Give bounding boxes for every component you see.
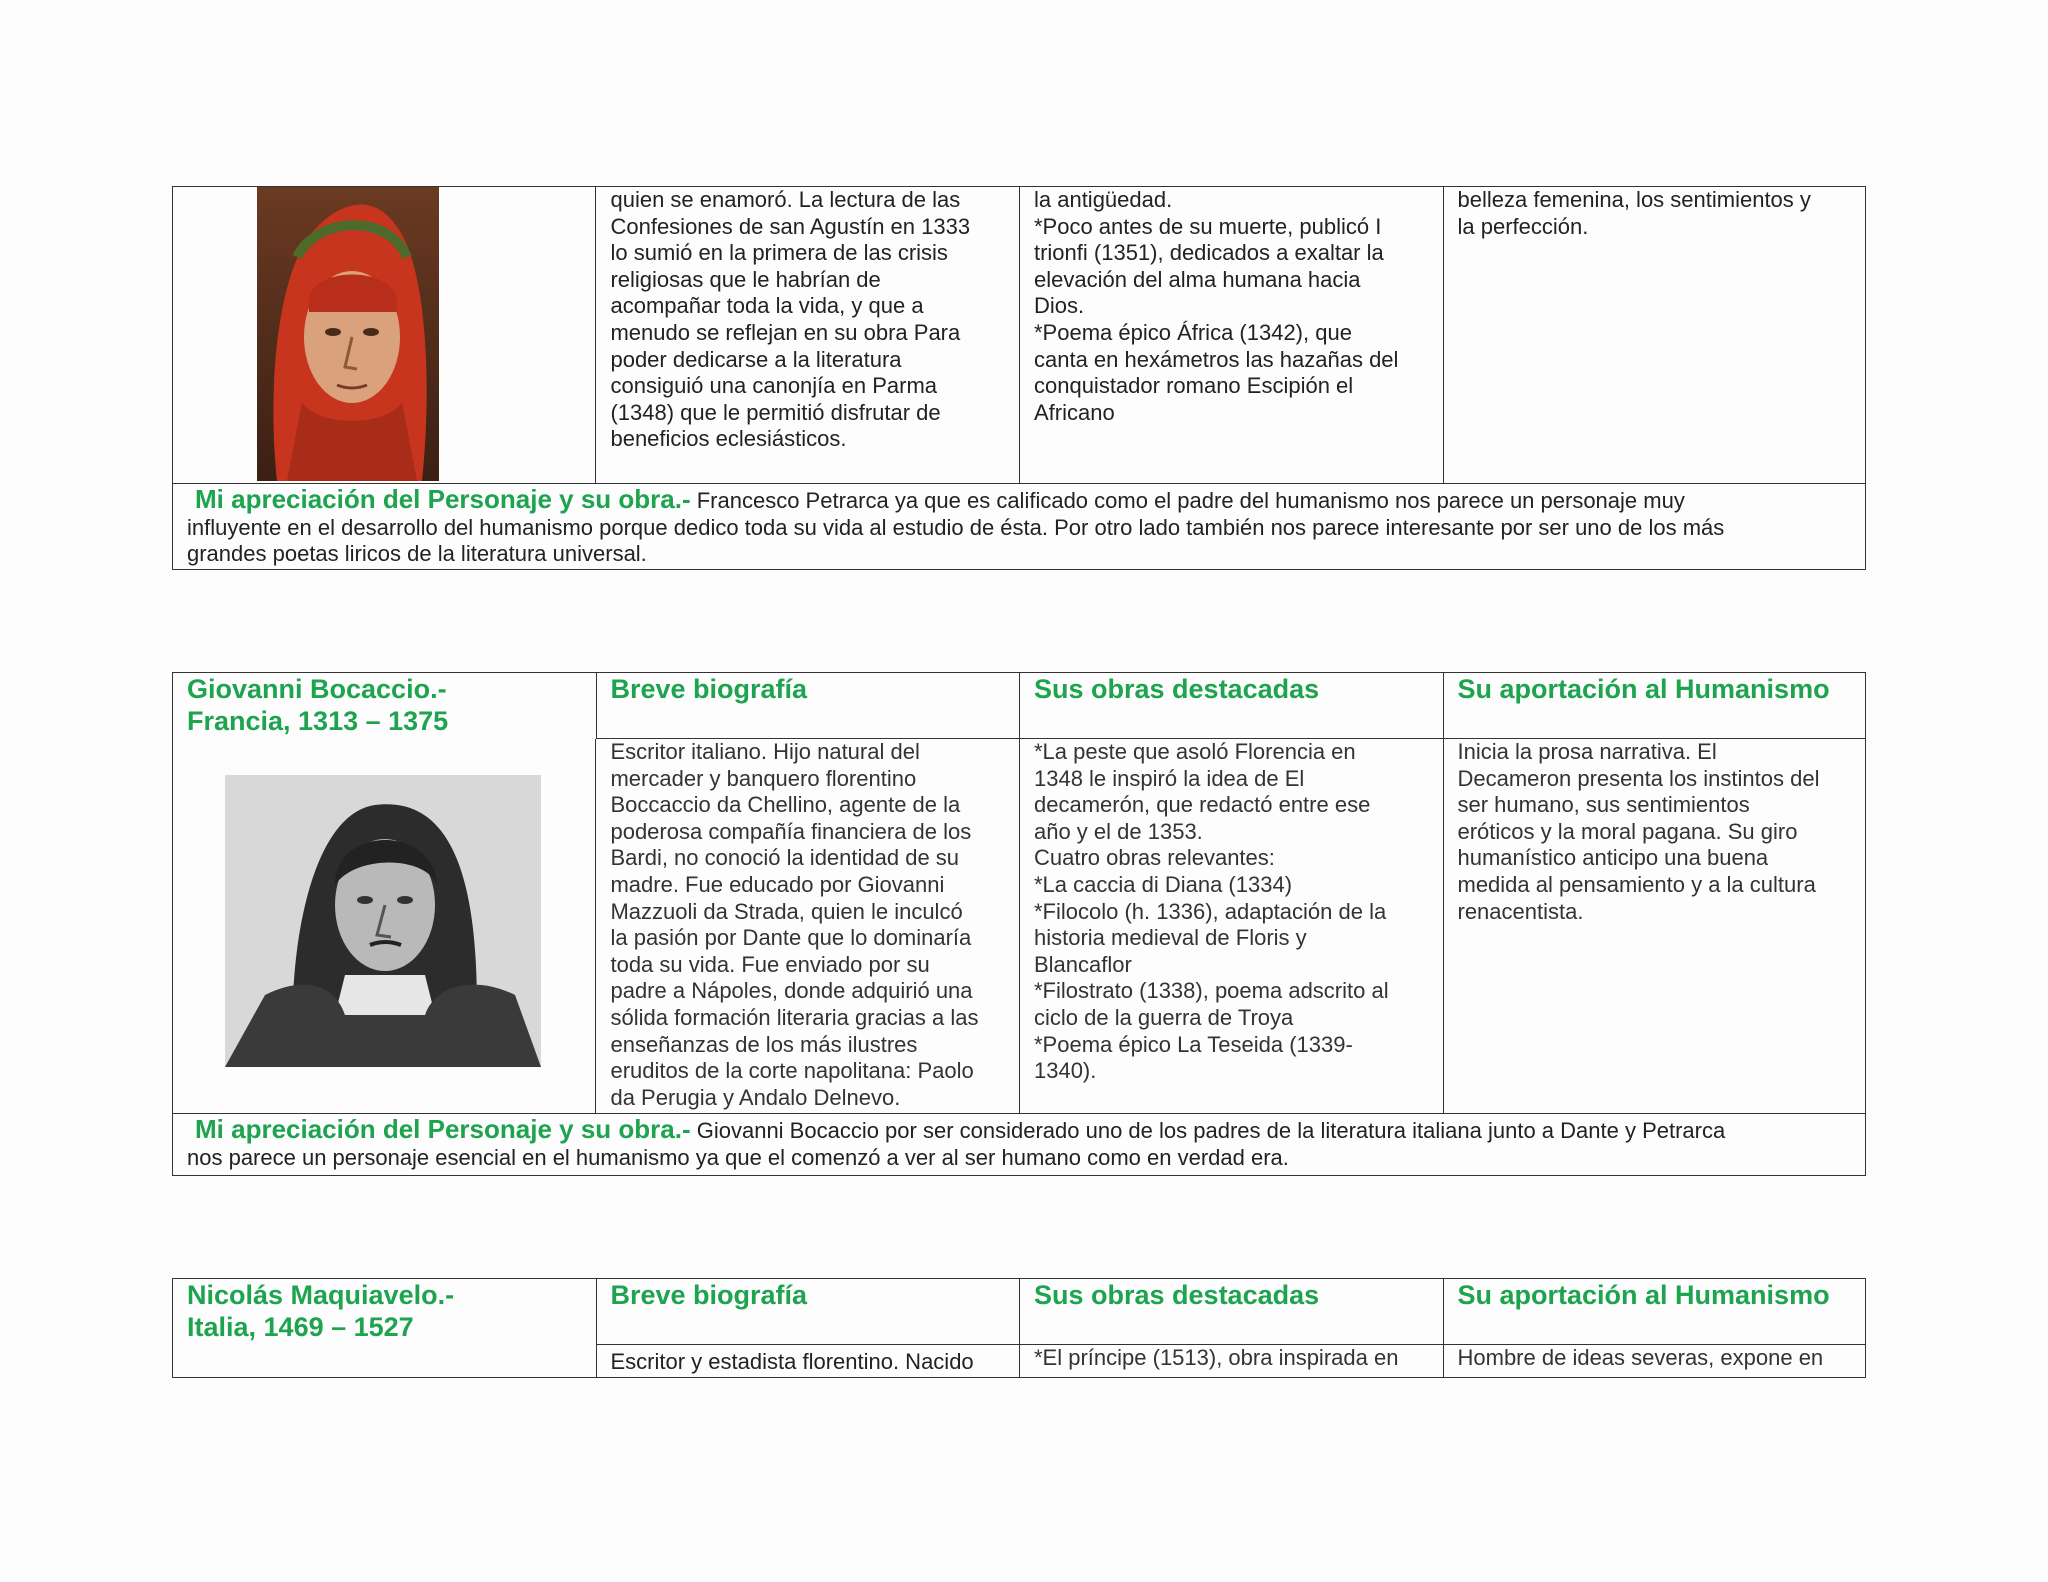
obras-line: Blancaflor — [1033, 951, 1132, 977]
aporte-line: la perfección. — [1457, 213, 1589, 239]
obras-line: ciclo de la guerra de Troya — [1033, 1004, 1294, 1030]
obras-line: *La peste que asoló Florencia en — [1033, 739, 1356, 764]
apreciacion-text: nos parece un personaje esencial en el humanismo ya que el comenzó a ver al ser humano como en verdad era. — [187, 1144, 1289, 1170]
apreciacion-text: Francesco Petrarca ya que es calificado como el padre del humanismo nos parece un personaje muy — [690, 488, 1685, 513]
person-origin: Francia, 1313 – 1375 — [187, 706, 449, 736]
header-aporte: Su aportación al Humanismo — [1444, 1279, 1866, 1345]
aporte-line: belleza femenina, los sentimientos y — [1457, 187, 1811, 212]
bio-line: Confesiones de san Agustín en 1333 — [610, 213, 971, 239]
header-biografia: Breve biografía — [597, 1279, 1021, 1345]
obras-line: elevación del alma humana hacia — [1033, 266, 1361, 292]
petrarca-table — [172, 186, 1866, 570]
bio-line: beneficios eclesiásticos. — [610, 426, 847, 452]
header-aporte: Su aportación al Humanismo — [1444, 673, 1866, 739]
petrarca-bio — [596, 187, 1020, 483]
bio-line: Mazzuoli da Strada, quien le inculcó — [610, 898, 963, 924]
bocaccio-table — [172, 672, 1866, 1176]
maquiavelo-aporte: Hombre de ideas severas, expone en — [1457, 1345, 1824, 1370]
maquiavelo-obras: *El príncipe (1513), obra inspirada en — [1020, 1345, 1444, 1377]
person-name: Nicolás Maquiavelo.- — [187, 1280, 455, 1310]
obras-line: *Poema épico África (1342), que — [1033, 319, 1352, 345]
apreciacion-title: Mi apreciación del Personaje y su obra.- — [195, 484, 691, 514]
obras-line: historia medieval de Floris y — [1033, 925, 1307, 951]
petrarca-apreciacion — [173, 483, 1865, 568]
bocaccio-aporte — [1444, 739, 1866, 1113]
aporte-line: medida al pensamiento y a la cultura — [1457, 871, 1816, 897]
apreciacion-text: influyente en el desarrollo del humanismo porque dedico toda su vida al estudio de ésta. Por otro lado también nos parece interesante por ser uno de los más — [187, 514, 1725, 540]
petrarca-obras — [1020, 187, 1444, 483]
bio-line: padre a Nápoles, donde adquirió una — [610, 978, 973, 1004]
petrarca-portrait — [257, 187, 439, 481]
bio-line: Bardi, no conoció la identidad de su — [610, 845, 960, 871]
bio-line: Escritor italiano. Hijo natural del — [610, 739, 920, 764]
bocaccio-portrait — [225, 775, 541, 1067]
bio-line: sólida formación literaria gracias a las — [610, 1004, 979, 1030]
obras-line: la antigüedad. — [1033, 187, 1173, 212]
obras-line: *Poco antes de su muerte, publicó I — [1033, 213, 1382, 239]
header-obras: Sus obras destacadas — [1020, 673, 1444, 739]
bio-line: lo sumió en la primera de las crisis — [610, 240, 948, 266]
obras-line: año y el de 1353. — [1033, 818, 1203, 844]
apreciacion-text: grandes poetas liricos de la literatura universal. — [187, 541, 647, 566]
bio-line: quien se enamoró. La lectura de las — [610, 187, 961, 212]
aporte-line: renacentista. — [1457, 898, 1584, 924]
bio-line: consiguió una canonjía en Parma — [610, 373, 938, 399]
maquiavelo-table — [172, 1278, 1866, 1378]
bocaccio-obras — [1020, 739, 1444, 1113]
obras-line: Africano — [1033, 399, 1115, 425]
aporte-line: eróticos y la moral pagana. Su giro — [1457, 818, 1798, 844]
maquiavelo-bio: Escritor y estadista florentino. Nacido — [597, 1345, 1021, 1377]
obras-line: canta en hexámetros las hazañas del — [1033, 346, 1399, 372]
bio-line: menudo se reflejan en su obra Para — [610, 319, 961, 345]
bio-line: poder dedicarse a la literatura — [610, 346, 902, 372]
bocaccio-portrait-cell — [173, 739, 596, 1113]
apreciacion-text: Giovanni Bocaccio por ser considerado uno de los padres de la literatura italiana junto a Dante y Petrarca — [690, 1118, 1726, 1143]
bio-line: acompañar toda la vida, y que a — [610, 293, 924, 319]
obras-line: decamerón, que redactó entre ese — [1033, 792, 1371, 818]
obras-line: trionfi (1351), dedicados a exaltar la — [1033, 240, 1384, 266]
obras-line: 1348 le inspiró la idea de El — [1033, 765, 1305, 791]
bocaccio-name-cell — [173, 673, 597, 739]
maquiavelo-portrait-cell — [173, 1345, 597, 1377]
aporte-line: ser humano, sus sentimientos — [1457, 792, 1750, 818]
bio-line: poderosa compañía financiera de los — [610, 818, 972, 844]
bocaccio-bio — [596, 739, 1020, 1113]
bio-line: mercader y banquero florentino — [610, 765, 917, 791]
obras-line: *Filostrato (1338), poema adscrito al — [1033, 978, 1389, 1004]
header-biografia: Breve biografía — [597, 673, 1021, 739]
obras-line: *Poema épico La Teseida (1339- — [1033, 1031, 1353, 1057]
bio-line: eruditos de la corte napolitana: Paolo — [610, 1058, 974, 1084]
petrarca-aporte — [1444, 187, 1866, 483]
bio-line: da Perugia y Andalo Delnevo. — [610, 1084, 901, 1110]
person-name: Giovanni Bocaccio.- — [187, 674, 447, 704]
aporte-line: humanístico anticipo una buena — [1457, 845, 1769, 871]
maquiavelo-name-cell — [173, 1279, 597, 1345]
apreciacion-title: Mi apreciación del Personaje y su obra.- — [195, 1114, 691, 1144]
obras-line: *Filocolo (h. 1336), adaptación de la — [1033, 898, 1387, 924]
bio-line: madre. Fue educado por Giovanni — [610, 871, 945, 897]
bio-line: Boccaccio da Chellino, agente de la — [610, 792, 961, 818]
obras-line: Dios. — [1033, 293, 1085, 319]
obras-line: *La caccia di Diana (1334) — [1033, 871, 1293, 897]
bio-line: (1348) que le permitió disfrutar de — [610, 399, 941, 425]
obras-line: 1340). — [1033, 1058, 1097, 1084]
aporte-line: Inicia la prosa narrativa. El — [1457, 739, 1717, 764]
obras-line: Cuatro obras relevantes: — [1033, 845, 1275, 871]
obras-line: conquistador romano Escipión el — [1033, 373, 1354, 399]
person-origin: Italia, 1469 – 1527 — [187, 1312, 414, 1342]
bio-line: toda su vida. Fue enviado por su — [610, 951, 930, 977]
aporte-line: Decameron presenta los instintos del — [1457, 765, 1820, 791]
petrarca-portrait-cell — [173, 187, 596, 483]
bocaccio-apreciacion — [173, 1113, 1865, 1171]
bio-line: enseñanzas de los más ilustres — [610, 1031, 918, 1057]
bio-line: la pasión por Dante que lo dominaría — [610, 925, 972, 951]
bio-line: religiosas que le habrían de — [610, 266, 881, 292]
header-obras: Sus obras destacadas — [1020, 1279, 1444, 1345]
